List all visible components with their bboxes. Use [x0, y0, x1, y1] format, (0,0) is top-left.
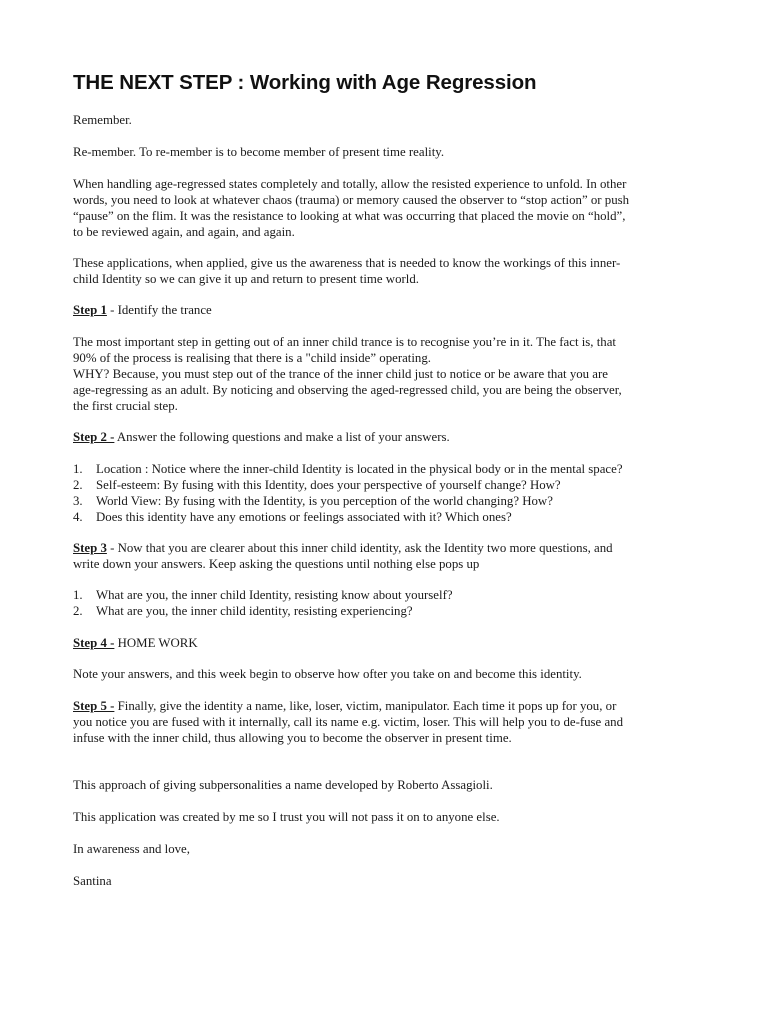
step-1-text: - Identify the trance: [106, 303, 212, 317]
list-number: 1.: [73, 588, 83, 602]
step-2-text: Answer the following questions and make a list of your answers.: [114, 430, 450, 444]
list-number: 2.: [73, 604, 83, 618]
step-4-label: Step 4 -: [73, 636, 115, 650]
list-number: 1.: [73, 462, 83, 476]
remember-paragraph: Remember.: [73, 113, 132, 127]
approach-paragraph: This approach of giving subpersonalities a name developed by Roberto Assagioli.: [73, 778, 493, 792]
questions-list: [73, 461, 713, 525]
step-4-text: HOME WORK: [114, 636, 198, 650]
step-3-label: Step 3: [73, 541, 107, 555]
questions-2-list: [73, 587, 713, 619]
created-paragraph: This application was created by me so I trust you will not pass it on to anyone else.: [73, 810, 500, 824]
re-member-paragraph: Re-member. To re-member is to become member of present time reality.: [73, 145, 445, 159]
handling-paragraph: When handling age-regressed states completely and totally, allow the resisted experience to unfold. In other words, you need to look at whatever chaos (trauma) or memory caused the observer to “stop action” or push “pause” on the flim. It was the resistance to looking at what was occurring that placed the movie on “hold”, to be reviewed again, and again, and again.: [73, 177, 630, 239]
list-number: 4.: [73, 510, 83, 524]
list-item: [73, 461, 713, 477]
list-text: Location : Notice where the inner-child Identity is located in the physical body or in the mental space?: [96, 462, 623, 476]
step-3-text: - Now that you are clearer about this inner child identity, ask the Identity two more questions, and write down your answers. Keep asking the questions until nothing else pops up: [73, 541, 613, 571]
list-text: World View: By fusing with the Identity, is you perception of the world changing? How?: [96, 494, 553, 508]
important-paragraph: The most important step in getting out of an inner child trance is to recognise you’re in it. The fact is, that 90% of the process is realising that there is a "child inside” operating. WHY? Because, you must step out of the trance of the inner child just to notice or be aware that you are age-regressing as an adult. By noticing and observing the aged-regressed child, you are being the observer, the first crucial step.: [73, 335, 622, 413]
step-5-label: Step 5 -: [73, 699, 115, 713]
step-1-paragraph: [73, 302, 703, 318]
list-text: What are you, the inner child Identity, resisting know about yourself?: [96, 588, 453, 602]
list-text: Does this identity have any emotions or feelings associated with it? Which ones?: [96, 510, 512, 524]
step-2-label: Step 2 -: [73, 430, 115, 444]
list-number: 3.: [73, 494, 83, 508]
applications-paragraph: These applications, when applied, give us the awareness that is needed to know the workings of this inner- child Identity so we can give it up and return to present time world.: [73, 256, 621, 286]
step-3-paragraph: [73, 540, 703, 572]
list-text: Self-esteem: By fusing with this Identity, does your perspective of yourself change? How?: [96, 478, 561, 492]
list-item: [73, 587, 713, 603]
step-1-label: Step 1: [73, 303, 107, 317]
list-item: [73, 477, 713, 493]
step-2-paragraph: [73, 429, 703, 445]
note-paragraph: Note your answers, and this week begin to observe how ofter you take on and become this identity.: [73, 667, 582, 681]
step-4-paragraph: [73, 635, 703, 651]
signature: Santina: [73, 874, 112, 888]
list-item: [73, 509, 713, 525]
closing-line: In awareness and love,: [73, 842, 190, 856]
step-5-paragraph: [73, 698, 703, 746]
list-item: [73, 493, 713, 509]
page-title: THE NEXT STEP : Working with Age Regression: [73, 71, 537, 94]
list-text: What are you, the inner child identity, resisting experiencing?: [96, 604, 413, 618]
list-number: 2.: [73, 478, 83, 492]
list-item: [73, 603, 713, 619]
step-5-text: Finally, give the identity a name, like, loser, victim, manipulator. Each time it pops up for you, or you notice you are fused with it internally, call its name e.g. victim, loser. This will help you to de-fuse and infuse with the inner child, thus allowing you to become the observer in present time.: [73, 699, 624, 745]
